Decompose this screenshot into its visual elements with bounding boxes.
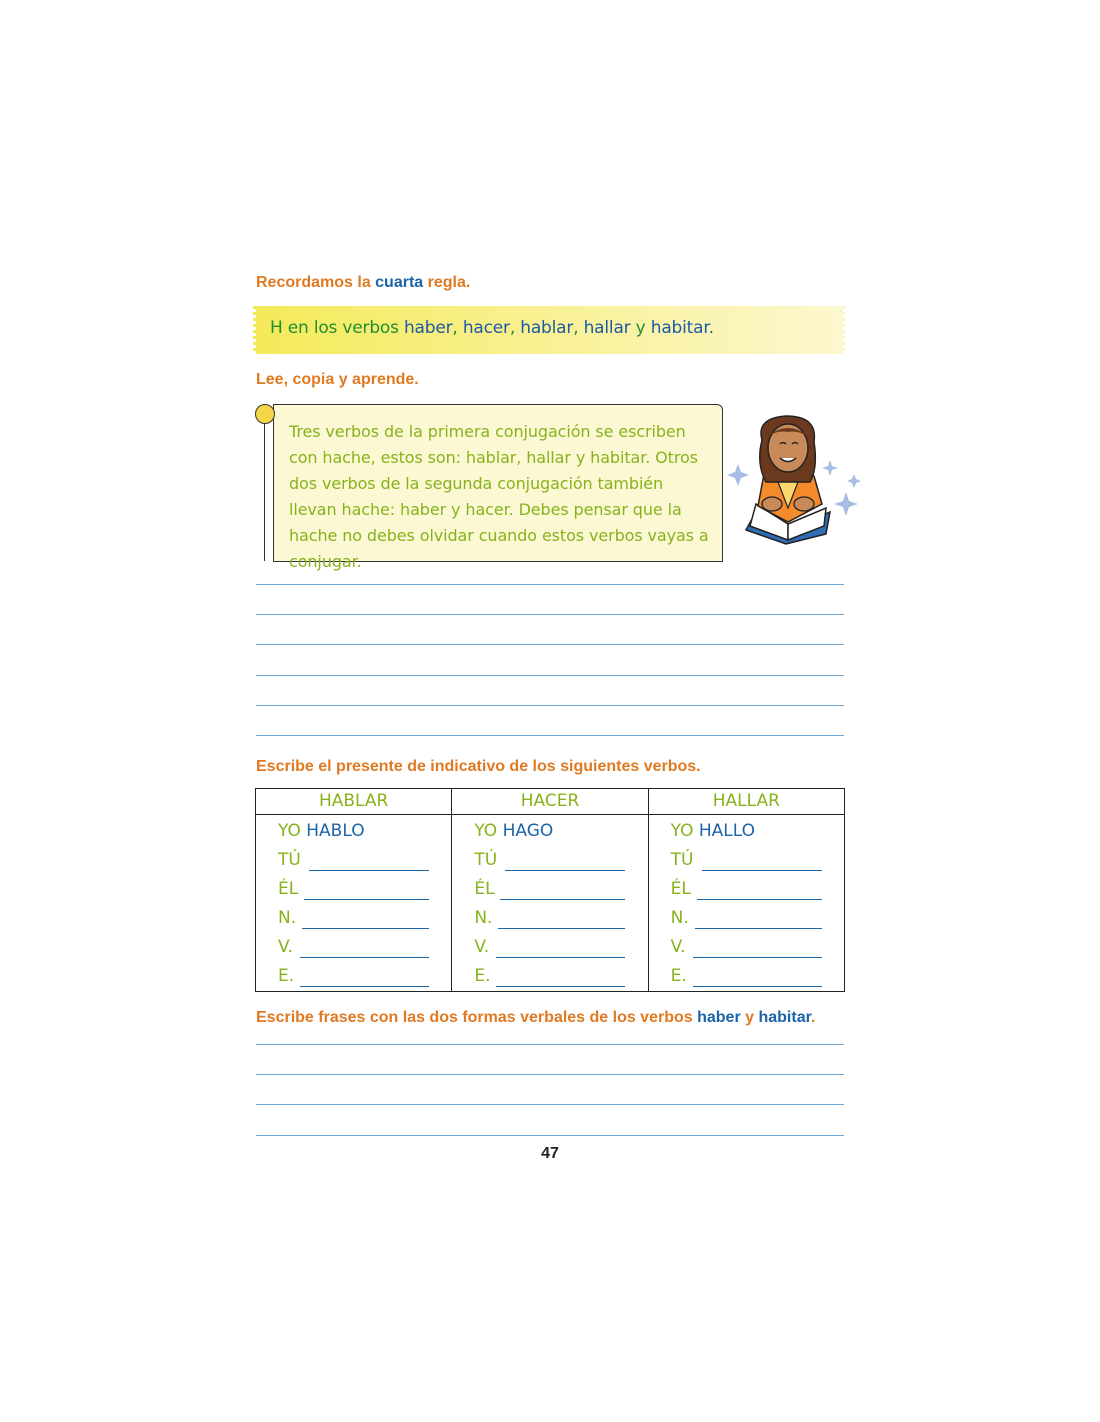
heading-text: y [740,1009,759,1026]
writing-line[interactable] [256,1104,844,1105]
pronoun: E. [474,966,491,986]
pronoun: V. [278,937,293,957]
heading-text: . [810,1009,816,1026]
rule-letter: H [270,318,283,338]
writing-line[interactable] [256,644,844,645]
answer-blank[interactable] [702,870,822,871]
rule-text-part: , [509,318,521,338]
answer-blank[interactable] [300,986,429,987]
heading-text: Recordamos la [256,274,376,291]
rule-text-part: y [630,318,651,338]
pronoun: V. [670,937,686,957]
pronoun: ÉL [670,879,691,899]
answer-blank[interactable] [496,986,625,987]
writing-line[interactable] [256,584,844,585]
writing-line[interactable] [256,1074,844,1075]
pronoun: ÉL [278,879,299,899]
answer-blank[interactable] [300,957,429,958]
heading-text: regla. [423,274,471,291]
writing-line[interactable] [256,1135,844,1136]
answer-blank[interactable] [693,986,822,987]
conjugation-row [671,821,755,841]
section-heading-conjugate: Escribe el presente de indicativo de los siguientes verbos. [256,758,701,775]
page-number: 47 [541,1145,559,1162]
conjugation-column [452,815,648,992]
conjugation-row [474,821,553,841]
writing-line[interactable] [256,614,844,615]
reading-text: Tres verbos de la primera conjugación se escriben con hache, estos son: hablar, hallar y habitar. Otros dos verbos de la segunda conjugación también llevan hache: haber y hacer. Debes pensar que la hache no debes olvidar cuando estos verbos vayas a conjugar. [289,422,709,571]
conjugation-row [278,821,365,841]
heading-highlight: habitar [758,1009,811,1026]
pronoun: N. [474,908,493,928]
pronoun: N. [278,908,297,928]
pronoun: V. [474,937,490,957]
answer-blank[interactable] [505,870,625,871]
answer-blank[interactable] [695,928,822,929]
column-header: HABLAR [256,789,452,815]
rule-text [270,318,714,338]
conjugation-column [648,815,844,992]
rule-text-part: , [573,318,584,338]
rule-verb: hacer [462,318,510,338]
answer-blank[interactable] [302,928,429,929]
section-heading-rule [256,274,470,292]
pronoun: YO [278,821,301,841]
writing-line[interactable] [256,735,844,736]
scroll-curl-icon [255,404,275,424]
rule-verb: habitar [650,318,709,338]
reading-scroll [273,404,723,571]
writing-line[interactable] [256,705,844,706]
answer-blank[interactable] [498,928,625,929]
girl-reading-illustration [726,412,866,550]
writing-line[interactable] [256,1044,844,1045]
pronoun: TÚ [278,850,301,870]
column-header: HACER [452,789,648,815]
answer-blank[interactable] [697,899,822,900]
pronoun: TÚ [474,850,498,870]
rule-verb: hablar [520,318,574,338]
heading-text: Escribe frases con las dos formas verbales de los verbos [256,1009,698,1026]
conjugation-table [255,788,845,992]
rule-verb: hallar [583,318,631,338]
heading-highlight: haber [697,1009,741,1026]
conjugation-column [256,815,452,992]
heading-highlight: cuarta [375,274,424,291]
pronoun: YO [474,821,498,841]
section-heading-sentences [256,1009,815,1027]
rule-banner [256,306,843,354]
writing-line[interactable] [256,675,844,676]
example-answer: HAGO [502,821,554,841]
pronoun: E. [670,966,687,986]
pronoun: ÉL [474,879,495,899]
pronoun: TÚ [670,850,694,870]
example-answer: HABLO [306,821,365,841]
rule-text-part: en los verbos [282,318,404,338]
answer-blank[interactable] [496,957,625,958]
answer-blank[interactable] [693,957,822,958]
rule-text-part: , [452,318,463,338]
answer-blank[interactable] [500,899,625,900]
section-heading-read: Lee, copia y aprende. [256,371,419,388]
pronoun: YO [670,821,694,841]
rule-verb: haber [403,318,453,338]
answer-blank[interactable] [304,899,429,900]
answer-blank[interactable] [309,870,429,871]
example-answer: HALLO [698,821,756,841]
pronoun: E. [278,966,295,986]
column-header: HALLAR [648,789,844,815]
pronoun: N. [670,908,689,928]
rule-text-part: . [708,318,714,338]
